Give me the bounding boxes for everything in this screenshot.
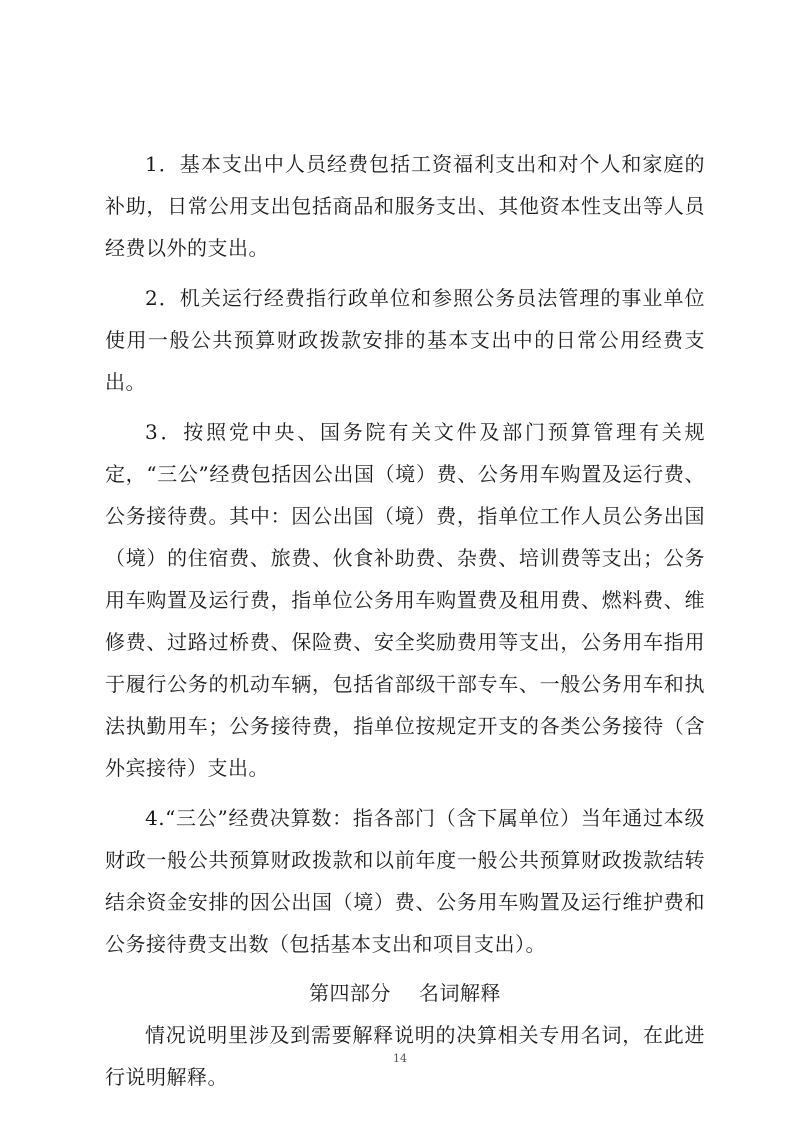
page-number: 14	[393, 1052, 407, 1065]
section-part-label: 第四部分	[309, 981, 391, 1005]
document-body	[105, 143, 705, 1098]
paragraph-3: 3．按照党中央、国务院有关文件及部门预算管理有关规定，“三公”经费包括因公出国（境）费、公务用车购置及运行费、公务接待费。其中：因公出国（境）费，指单位工作人员公务出国（境）的住宿费、旅费、伙食补助费、杂费、培训费等支出；公务用车购置及运行费，指单位公务用车购置费及租用费、燃料费、维修费、过路过桥费、保险费、安全奖励费用等支出，公务用车指用于履行公务的机动车辆，包括省部级干部专车、一般公务用车和执法执勤用车；公务接待费，指单位按规定开支的各类公务接待（含外宾接待）支出。	[105, 420, 705, 780]
paragraph-4: 4.“三公”经费决算数：指各部门（含下属单位）当年通过本级财政一般公共预算财政拨款和以前年度一般公共预算财政拨款结转结余资金安排的因公出国（境）费、公务用车购置及运行维护费和公务接待费支出数（包括基本支出和项目支出）。	[105, 806, 705, 956]
paragraph-1: 1．基本支出中人员经费包括工资福利支出和对个人和家庭的补助，日常公用支出包括商品和服务支出、其他资本性支出等人员经费以外的支出。	[105, 152, 705, 260]
paragraph-2: 2．机关运行经费指行政单位和参照公务员法管理的事业单位使用一般公共预算财政拨款安排的基本支出中的日常公用经费支出。	[105, 286, 705, 394]
section-heading	[105, 972, 705, 1014]
section-title: 名词解释	[419, 981, 501, 1005]
intro-paragraph: 情况说明里涉及到需要解释说明的决算相关专用名词，在此进行说明解释。	[105, 1023, 705, 1089]
